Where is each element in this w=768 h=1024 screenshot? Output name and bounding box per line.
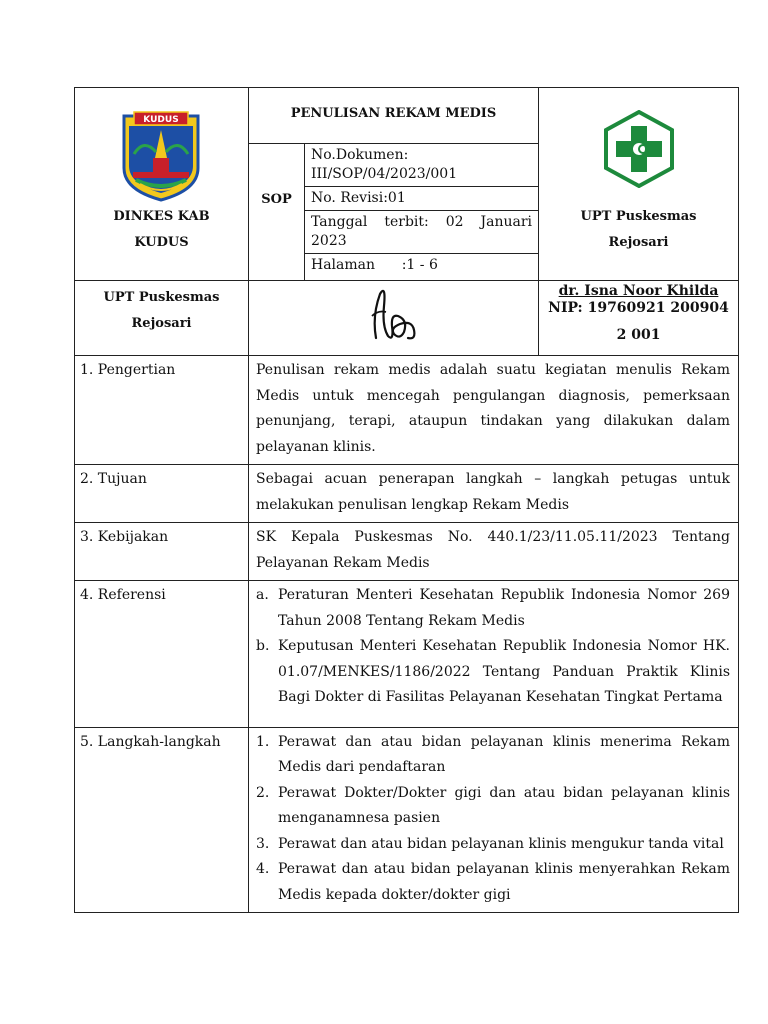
left-org-line1: DINKES KAB (113, 209, 210, 224)
list-text: Keputusan Menteri Kesehatan Republik Indonesia Nomor HK. 01.07/MENKES/1186/2022 Tentang Panduan Praktik Klinis Bagi Dokter di Fasilitas Pelayanan Kesehatan Tingkat Pertama (278, 638, 731, 705)
section-list (249, 727, 739, 913)
list-marker: 4. (256, 861, 270, 877)
list-item (256, 583, 730, 634)
doc-number (305, 144, 538, 187)
signature-cell (249, 281, 539, 356)
doc-number-value: III/SOP/04/2023/001 (311, 166, 458, 183)
logo-banner-text: KUDUS (143, 115, 179, 125)
list-text: Peraturan Menteri Kesehatan Republik Indonesia Nomor 269 Tahun 2008 Tentang Rekam Medis (278, 587, 731, 629)
list-item (256, 781, 730, 832)
list-item (256, 832, 730, 858)
list-text: Perawat Dokter/Dokter gigi dan atau bidan pelayanan klinis menganamnesa pasien (278, 784, 731, 826)
sop-document (74, 87, 738, 913)
handwritten-signature (249, 281, 538, 351)
revision: No. Revisi:01 (305, 187, 538, 211)
doctor-nip-line2: 2 001 (616, 327, 661, 343)
list-text: Perawat dan atau bidan pelayanan klinis menyerahkan Rekam Medis kepada dokter/dokter gigi (278, 861, 731, 903)
section-list (249, 581, 739, 728)
list-text: Perawat dan atau bidan pelayanan klinis mengukur tanda vital (278, 835, 724, 852)
sign-org-line2: Rejosari (131, 316, 192, 331)
section-text: Penulisan rekam medis adalah suatu kegiatan menulis Rekam Medis untuk mencegah pengulangan diagnosis, pemerksaan penunjang, terapi, ataupun tindakan yang dilakukan dalam pelayanan klinis. (249, 356, 739, 465)
section-pengertian (75, 356, 739, 465)
section-text: Sebagai acuan penerapan langkah – langkah petugas untuk melakukan penulisan lengkap Rekam Medis (249, 465, 739, 523)
doctor-nip-line1: NIP: 19760921 200904 (548, 300, 729, 316)
section-label: 5. Langkah-langkah (75, 727, 249, 913)
sop-table (74, 87, 739, 913)
section-langkah (75, 727, 739, 913)
list-marker: 2. (256, 784, 270, 801)
puskesmas-hexagon-cross-icon (539, 110, 738, 188)
list-marker: 1. (256, 733, 270, 750)
section-text: SK Kepala Puskesmas No. 440.1/23/11.05.11/2023 Tentang Pelayanan Rekam Medis (249, 523, 739, 581)
header-left-org (75, 88, 249, 281)
page-count: Halaman :1 - 6 (311, 257, 438, 274)
section-label: 4. Referensi (75, 581, 249, 728)
right-org-line2: Rejosari (608, 235, 669, 250)
left-org-line2: KUDUS (134, 235, 189, 250)
section-label: 1. Pengertian (75, 356, 249, 465)
document-meta (305, 144, 539, 281)
list-marker: b. (256, 638, 270, 654)
header-right-org (539, 88, 739, 281)
kudus-crest-icon (120, 110, 202, 202)
doctor-name: dr. Isna Noor Khilda (558, 283, 719, 299)
issue-date: Tanggal terbit: 02 Januari 2023 (305, 211, 538, 254)
section-kebijakan (75, 523, 739, 581)
document-title: PENULISAN REKAM MEDIS (249, 88, 539, 144)
section-tujuan (75, 465, 739, 523)
doctor-signatory (539, 281, 739, 356)
section-label: 3. Kebijakan (75, 523, 249, 581)
list-marker: 3. (256, 835, 270, 852)
sign-org (75, 281, 249, 356)
doc-number-label: No.Dokumen: (311, 147, 409, 164)
sign-org-line1: UPT Puskesmas (103, 290, 220, 305)
list-text: Perawat dan atau bidan pelayanan klinis menerima Rekam Medis dari pendaftaran (278, 733, 731, 775)
section-referensi (75, 581, 739, 728)
list-item (256, 730, 730, 781)
section-label: 2. Tujuan (75, 465, 249, 523)
list-item (256, 857, 730, 908)
sop-label: SOP (249, 144, 305, 281)
list-item (256, 634, 730, 711)
list-marker: a. (256, 587, 269, 603)
right-org-line1: UPT Puskesmas (580, 209, 697, 224)
